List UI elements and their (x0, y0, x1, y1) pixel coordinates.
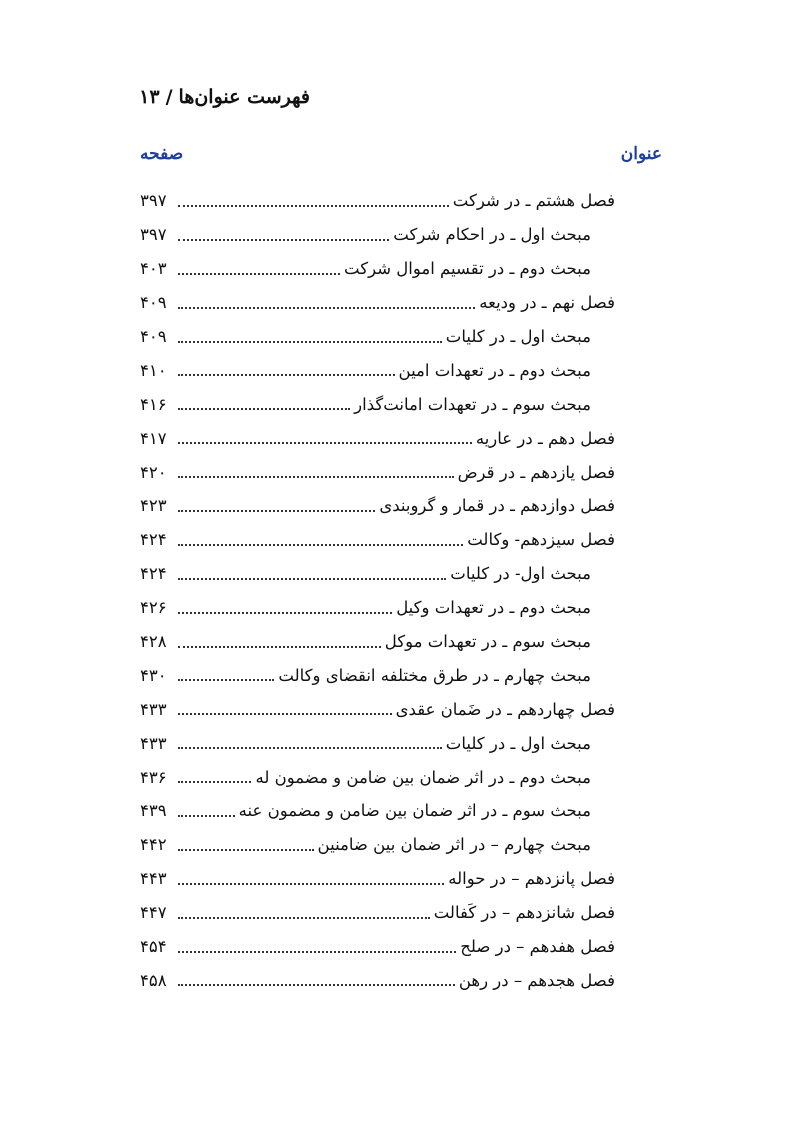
toc-entry[interactable] (140, 523, 615, 557)
toc-dot-leader (178, 544, 463, 546)
toc-dot-leader (178, 205, 449, 207)
toc-entry-page: ۴۲۸ (140, 632, 167, 652)
title-column-heading: عنوان (620, 144, 662, 164)
toc-entry[interactable] (140, 218, 615, 252)
toc-entry-page: ۴۴۲ (140, 835, 167, 855)
toc-entry-page: ۴۱۰ (140, 360, 167, 380)
toc-entry-title: فصل یازدهم ـ در قرض (457, 462, 615, 482)
toc-entry-title: فصل چهاردهم ـ در ضَمان عقدی (395, 699, 615, 719)
toc-entry[interactable] (140, 692, 615, 726)
toc-dot-leader (178, 815, 235, 817)
running-header (139, 84, 310, 110)
toc-entry-page: ۴۲۶ (140, 598, 167, 618)
toc-entry[interactable] (140, 286, 615, 320)
toc-entry[interactable] (140, 252, 615, 286)
toc-dot-leader (178, 476, 454, 478)
toc-entry[interactable] (140, 625, 615, 659)
toc-entry-title: فصل دوازدهم ـ در قمار و گروبندی (379, 496, 615, 516)
toc-entry-title: مبحث دوم ـ در تقسیم اموال شرکت (344, 259, 591, 279)
toc-entry-title: فصل دهم ـ در عاریه (475, 428, 615, 448)
toc-entry-page: ۴۳۳ (140, 699, 167, 719)
toc-entry-page: ۴۱۷ (140, 428, 167, 448)
page-column-heading: صفحه (140, 144, 184, 164)
toc-dot-leader (178, 917, 430, 919)
toc-entry[interactable] (140, 591, 615, 625)
toc-entry-title: فصل هجدهم – در رهن (458, 970, 615, 990)
toc-entry[interactable] (140, 353, 615, 387)
toc-entry-title: مبحث چهارم ـ در طرق مختلفه انقضای وکالت (278, 665, 591, 685)
toc-entry[interactable] (140, 320, 615, 354)
toc-entry[interactable] (140, 930, 615, 964)
toc-entry-page: ۴۰۳ (140, 259, 167, 279)
toc-entry-title: مبحث سوم ـ در تعهدات موکل (384, 632, 591, 652)
toc-entry-title: مبحث دوم ـ در تعهدات امین (398, 360, 591, 380)
toc-entry-page: ۳۹۷ (140, 191, 167, 211)
toc-entry[interactable] (140, 794, 615, 828)
toc-dot-leader (178, 679, 274, 681)
toc-entry[interactable] (140, 557, 615, 591)
toc-dot-leader (178, 408, 350, 410)
toc-dot-leader (178, 510, 375, 512)
toc-dot-leader (178, 883, 444, 885)
toc-entry[interactable] (140, 896, 615, 930)
toc-entry[interactable] (140, 387, 615, 421)
toc-entry-title: فصل شانزدهم – در کَفالت (433, 903, 615, 923)
toc-entry-page: ۴۰۹ (140, 327, 167, 346)
toc-dot-leader (178, 578, 446, 580)
toc-entry-page: ۴۲۴ (140, 530, 167, 550)
table-of-contents (140, 184, 615, 990)
toc-entry[interactable] (140, 489, 615, 523)
toc-dot-leader (178, 612, 392, 614)
toc-entry-page: ۴۴۳ (140, 869, 167, 889)
toc-entry-page: ۴۳۹ (140, 801, 167, 821)
toc-entry-page: ۴۲۳ (140, 496, 167, 516)
toc-dot-leader (178, 781, 251, 783)
toc-entry[interactable] (140, 184, 615, 218)
toc-dot-leader (178, 747, 442, 749)
toc-dot-leader (178, 951, 456, 953)
toc-entry-page: ۴۳۰ (140, 665, 167, 685)
toc-entry-page: ۴۴۷ (140, 903, 167, 923)
toc-entry-page: ۴۲۴ (140, 564, 167, 584)
toc-dot-leader (178, 646, 381, 648)
toc-entry-title: مبحث دوم ـ در تعهدات وکیل (396, 598, 591, 618)
toc-entry-title: مبحث سوم ـ در اثر ضمان بین ضامن و مضمون عنه (238, 801, 591, 821)
toc-entry-title: فصل هشتم ـ در شرکت (452, 191, 615, 211)
toc-entry-title: مبحث چهارم – در اثر ضمان بین ضامنین (317, 835, 591, 855)
toc-entry[interactable] (140, 726, 615, 760)
toc-entry-title: فصل سیزدهم- وکالت (467, 530, 615, 550)
toc-entry[interactable] (140, 963, 615, 997)
toc-entry-title: فصل پانزدهم – در حواله (448, 869, 615, 889)
toc-dot-leader (178, 984, 455, 986)
toc-dot-leader (178, 374, 395, 376)
toc-entry-page: ۴۵۴ (140, 937, 167, 957)
toc-dot-leader (178, 239, 389, 241)
toc-entry-title: مبحث اول- در کلیات (450, 564, 591, 584)
toc-entry[interactable] (140, 455, 615, 489)
toc-entry-page: ۳۹۷ (140, 225, 167, 245)
toc-entry-page: ۴۲۰ (140, 462, 167, 482)
toc-entry[interactable] (140, 421, 615, 455)
toc-entry-title: مبحث اول ـ در کلیات (445, 327, 591, 346)
header-separator: / (165, 86, 173, 108)
toc-entry-title: فصل نهم ـ در ودیعه (479, 293, 615, 313)
toc-entry-title: مبحث سوم ـ در تعهدات امانت‌گذار (354, 394, 591, 414)
toc-entry-page: ۴۳۶ (140, 767, 167, 787)
toc-entry-page: ۴۵۸ (140, 970, 167, 990)
toc-entry[interactable] (140, 828, 615, 862)
toc-entry-title: مبحث دوم ـ در اثر ضمان بین ضامن و مضمون له (255, 767, 591, 787)
toc-entry-page: ۴۱۶ (140, 394, 167, 414)
toc-dot-leader (178, 307, 475, 309)
toc-entry[interactable] (140, 760, 615, 794)
header-title: فهرست عنوان‌ها (178, 86, 310, 108)
toc-dot-leader (178, 849, 314, 851)
toc-entry-title: فصل هفدهم – در صلح (460, 937, 615, 957)
toc-entry-title: مبحث اول ـ در احکام شرکت (393, 225, 591, 245)
toc-entry[interactable] (140, 862, 615, 896)
toc-entry[interactable] (140, 658, 615, 692)
toc-entry-page: ۴۰۹ (140, 293, 167, 313)
toc-dot-leader (178, 341, 442, 343)
toc-dot-leader (178, 442, 472, 444)
toc-entry-page: ۴۳۳ (140, 733, 167, 753)
toc-dot-leader (178, 713, 392, 715)
header-page-number: ۱۳ (139, 86, 160, 108)
toc-entry-title: مبحث اول ـ در کلیات (445, 733, 591, 753)
toc-dot-leader (178, 273, 340, 275)
